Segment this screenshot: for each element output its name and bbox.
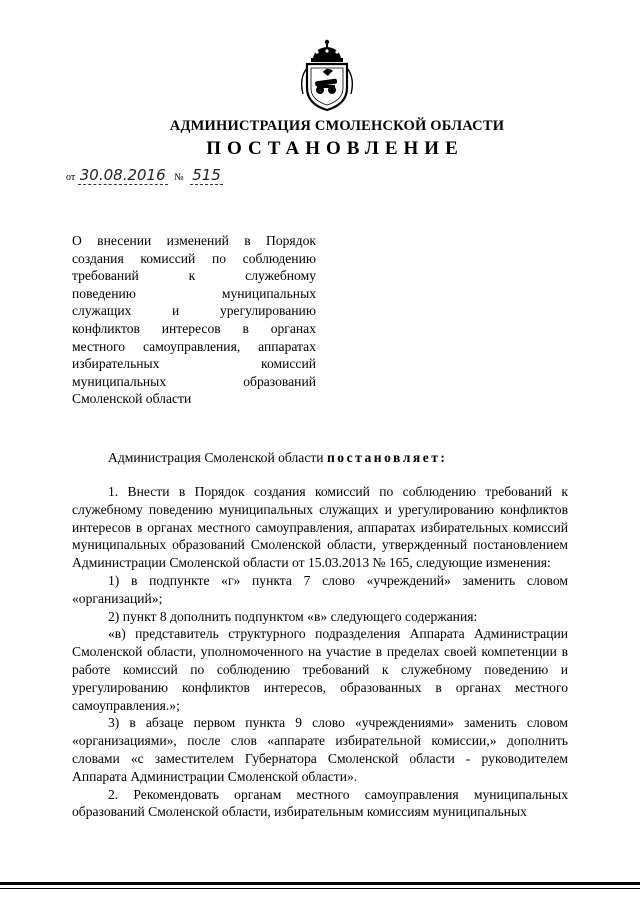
subject-line: конфликтов интересов в органах (72, 320, 316, 336)
document-type-title: ПОСТАНОВЛЕНИЕ (206, 138, 464, 159)
preamble-text: Администрация Смоленской области (108, 450, 327, 465)
organization-title: АДМИНИСТРАЦИЯ СМОЛЕНСКОЙ ОБЛАСТИ (169, 118, 505, 134)
date-prefix: от (66, 172, 76, 183)
document-subject (72, 232, 316, 408)
document-date: 30.08.2016 (79, 166, 166, 184)
preamble-decree-word: постановляет: (326, 450, 448, 465)
subject-line: Смоленской области (72, 391, 192, 407)
body-paragraph: «в) представитель структурного подразделения Аппарата Администрации Смоленской области, уполномоченного на участие в пределах своей компетенции в работе комиссий по соблюдению требований к служебному поведению и урегулированию конфликтов интересов, образованных в органах местного самоуправления.»; (72, 626, 568, 713)
footer-rule (0, 882, 640, 885)
number-prefix: № (174, 172, 184, 183)
body-paragraph: 1. Внести в Порядок создания комиссий по соблюдению требований к служебному поведению муниципальных служащих и урегулированию конфликтов интересов в органах местного самоуправления, аппаратах избирательных комиссий муниципальных образований Смоленской области, утвержденный постановлением Администрации Смоленской области от 15.03.2013 № 165, следующие изменения: (72, 484, 568, 571)
subject-line: избирательных комиссий (72, 356, 316, 372)
subject-line: требований к служебному (72, 268, 316, 284)
subject-line: служащих и урегулированию (72, 303, 316, 319)
body-paragraph: 1) в подпункте «г» пункта 7 слово «учреждений» заменить словом «организаций»; (72, 572, 568, 606)
subject-line: создания комиссий по соблюдению (72, 250, 316, 266)
preamble (108, 450, 447, 466)
body-paragraph: 3) в абзаце первом пункта 9 слово «учреждениями» заменить словом «организациями», после слов «аппарате избирательной комиссии,» дополнить словами «с заместителем Губернатора Смоленской области - руководителем Аппарата Администрации Смоленской области». (72, 715, 568, 784)
subject-line: О внесении изменений в Порядок (72, 233, 316, 248)
body-paragraph: 2. Рекомендовать органам местного самоуправления муниципальных образований Смоленской области, избирательным комиссиям муниципальных (72, 786, 568, 820)
subject-line: муниципальных образований (72, 373, 316, 389)
footer-rule-thin (0, 888, 640, 889)
subject-line: местного самоуправления, аппаратах (72, 338, 316, 354)
document-body (72, 483, 568, 821)
document-number: 515 (192, 166, 221, 184)
date-number-line (66, 166, 223, 184)
coat-of-arms-emblem (293, 38, 361, 112)
body-paragraph: 2) пункт 8 дополнить подпунктом «в» следующего содержания: (108, 608, 478, 624)
subject-line: поведению муниципальных (72, 285, 316, 301)
